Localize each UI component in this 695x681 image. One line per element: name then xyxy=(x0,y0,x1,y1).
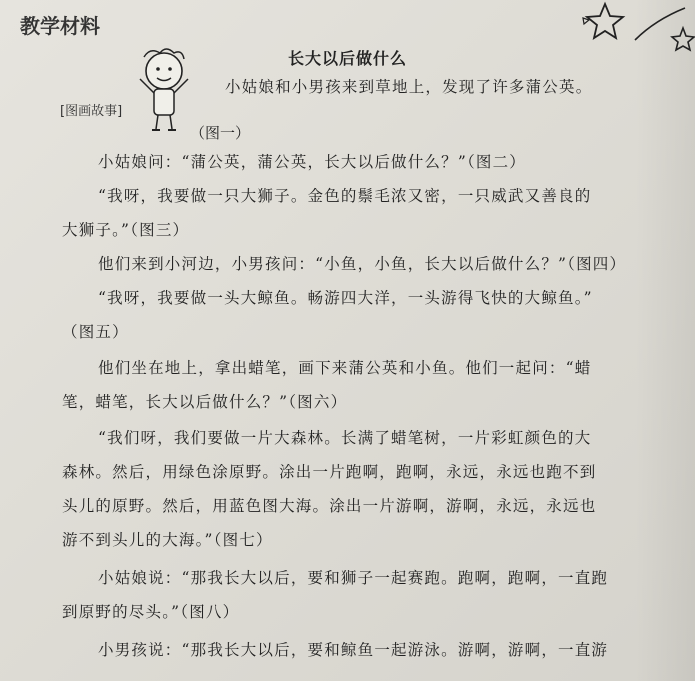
story-line: 游不到头儿的大海。”（图七） xyxy=(62,531,273,549)
story-line: “我呀，我要做一只大狮子。金色的鬃毛浓又密，一只威武又善良的 xyxy=(98,187,592,205)
story-line: 大狮子。”（图三） xyxy=(62,221,190,239)
story-line: “我呀，我要做一头大鲸鱼。畅游四大洋，一头游得飞快的大鲸鱼。” xyxy=(98,289,593,307)
story-line: 小男孩说：“那我长大以后，要和鲸鱼一起游泳。游啊，游啊，一直游 xyxy=(98,641,609,659)
page-shadow xyxy=(635,0,695,681)
figure-label: （图一） xyxy=(190,124,251,142)
story-title: 长大以后做什么 xyxy=(287,49,407,68)
story-line: 森林。然后，用绿色涂原野。涂出一片跑啊，跑啊，永远，永远也跑不到 xyxy=(62,463,597,481)
story-line: 笔，蜡笔，长大以后做什么？”（图六） xyxy=(62,393,348,411)
story-line: 到原野的尽头。”（图八） xyxy=(62,603,240,621)
story-line: （图五） xyxy=(62,323,129,341)
story-line: 小姑娘问：“蒲公英，蒲公英，长大以后做什么？”（图二） xyxy=(98,153,526,171)
story-line: “我们呀，我们要做一片大森林。长满了蜡笔树，一片彩虹颜色的大 xyxy=(98,429,592,447)
story-line: 头儿的原野。然后，用蓝色图大海。涂出一片游啊，游啊，永远，永远也 xyxy=(62,497,597,515)
story-line: 他们坐在地上，拿出蜡笔，画下来蒲公英和小鱼。他们一起问：“蜡 xyxy=(98,359,592,377)
story-line: 小姑娘说：“那我长大以后，要和狮子一起赛跑。跑啊，跑啊，一直跑 xyxy=(98,569,609,587)
story-line: 小姑娘和小男孩来到草地上，发现了许多蒲公英。 xyxy=(225,78,593,96)
section-header: 教学材料 xyxy=(20,14,100,38)
story-line: 他们来到小河边，小男孩问：“小鱼，小鱼，长大以后做什么？”（图四） xyxy=(98,255,627,273)
story-category-label: [图画故事] xyxy=(60,104,123,119)
